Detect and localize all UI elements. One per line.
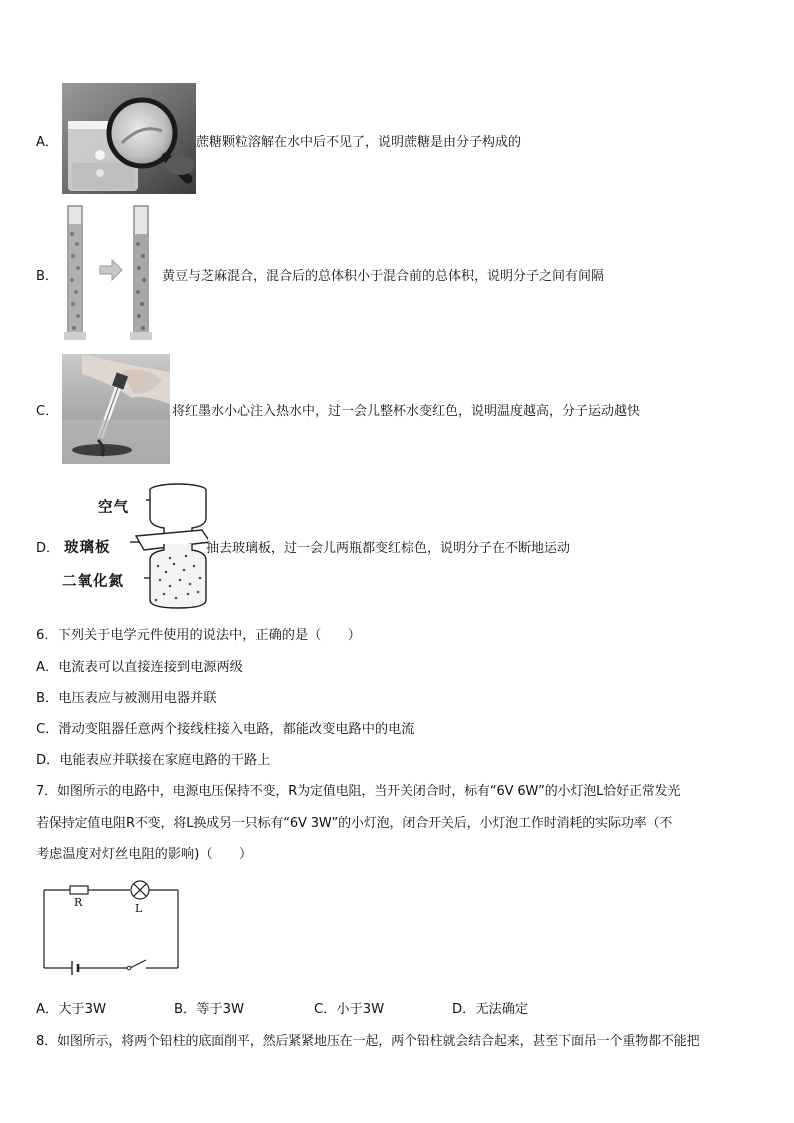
option-b-text: 黄豆与芝麻混合，混合后的总体积小于混合前的总体积，说明分子之间有间隔 [162,269,605,284]
q7-option-c: C．小于3W [314,1002,385,1017]
q6-option-a: A．电流表可以直接连接到电源两级 [36,660,243,675]
q7-option-b: B．等于3W [174,1002,245,1017]
option-a-text: 蔗糖颗粒溶解在水中后不见了，说明蔗糖是由分子构成的 [196,135,522,150]
lamp-label: L [135,902,143,915]
glass-plate-label: 玻璃板 [64,540,111,556]
q6-option-c: C．滑动变阻器任意两个接线柱接入电路，都能改变电路中的电流 [36,722,415,737]
option-c-text: 将红墨水小心注入热水中，过一会儿整杯水变红色，说明温度越高，分子运动越快 [172,404,641,419]
q7-option-d: D．无法确定 [452,1002,529,1017]
option-d-text: 抽去玻璃板，过一会儿两瓶都变红棕色，说明分子在不断地运动 [206,541,571,556]
option-c-letter: C． [36,404,59,419]
no2-label: 二氧化氮 [62,574,124,590]
q7-option-a: A．大于3W [36,1002,107,1017]
magnifier-sugar-beaker-photo [62,83,196,194]
option-a-letter: A． [36,135,58,150]
q8-line-1: 8．如图所示，将两个铅柱的底面削平，然后紧紧地压在一起，两个铅柱就会结合起来，甚至下面吊一个重物都不能把 [36,1034,700,1049]
resistor-label: R [74,896,83,909]
q7-line-3: 考虑温度对灯丝电阻的影响)（ ） [36,847,253,862]
beans-sesame-tubes-photo [62,204,160,342]
q6-stem: 6．下列关于电学元件使用的说法中，正确的是（ ） [36,628,361,643]
red-ink-hot-water-photo [62,354,170,464]
air-label: 空气 [98,500,129,516]
q6-option-b: B．电压表应与被测用电器并联 [36,691,217,706]
gas-diffusion-bottles-diagram [60,480,208,610]
option-b-letter: B． [36,269,58,284]
q6-option-d: D．电能表应并联接在家庭电路的干路上 [36,753,271,768]
q7-line-2: 若保持定值电阻R不变，将L换成另一只标有“6V 3W”的小灯泡，闭合开关后，小灯泡工作时消耗的实际功率（不 [36,816,673,831]
option-d-letter: D． [36,541,60,556]
q7-line-1: 7．如图所示的电路中，电源电压保持不变，R为定值电阻，当开关闭合时，标有“6V 6W”的小灯泡L恰好正常发光 [36,784,681,799]
circuit-diagram [38,875,188,975]
